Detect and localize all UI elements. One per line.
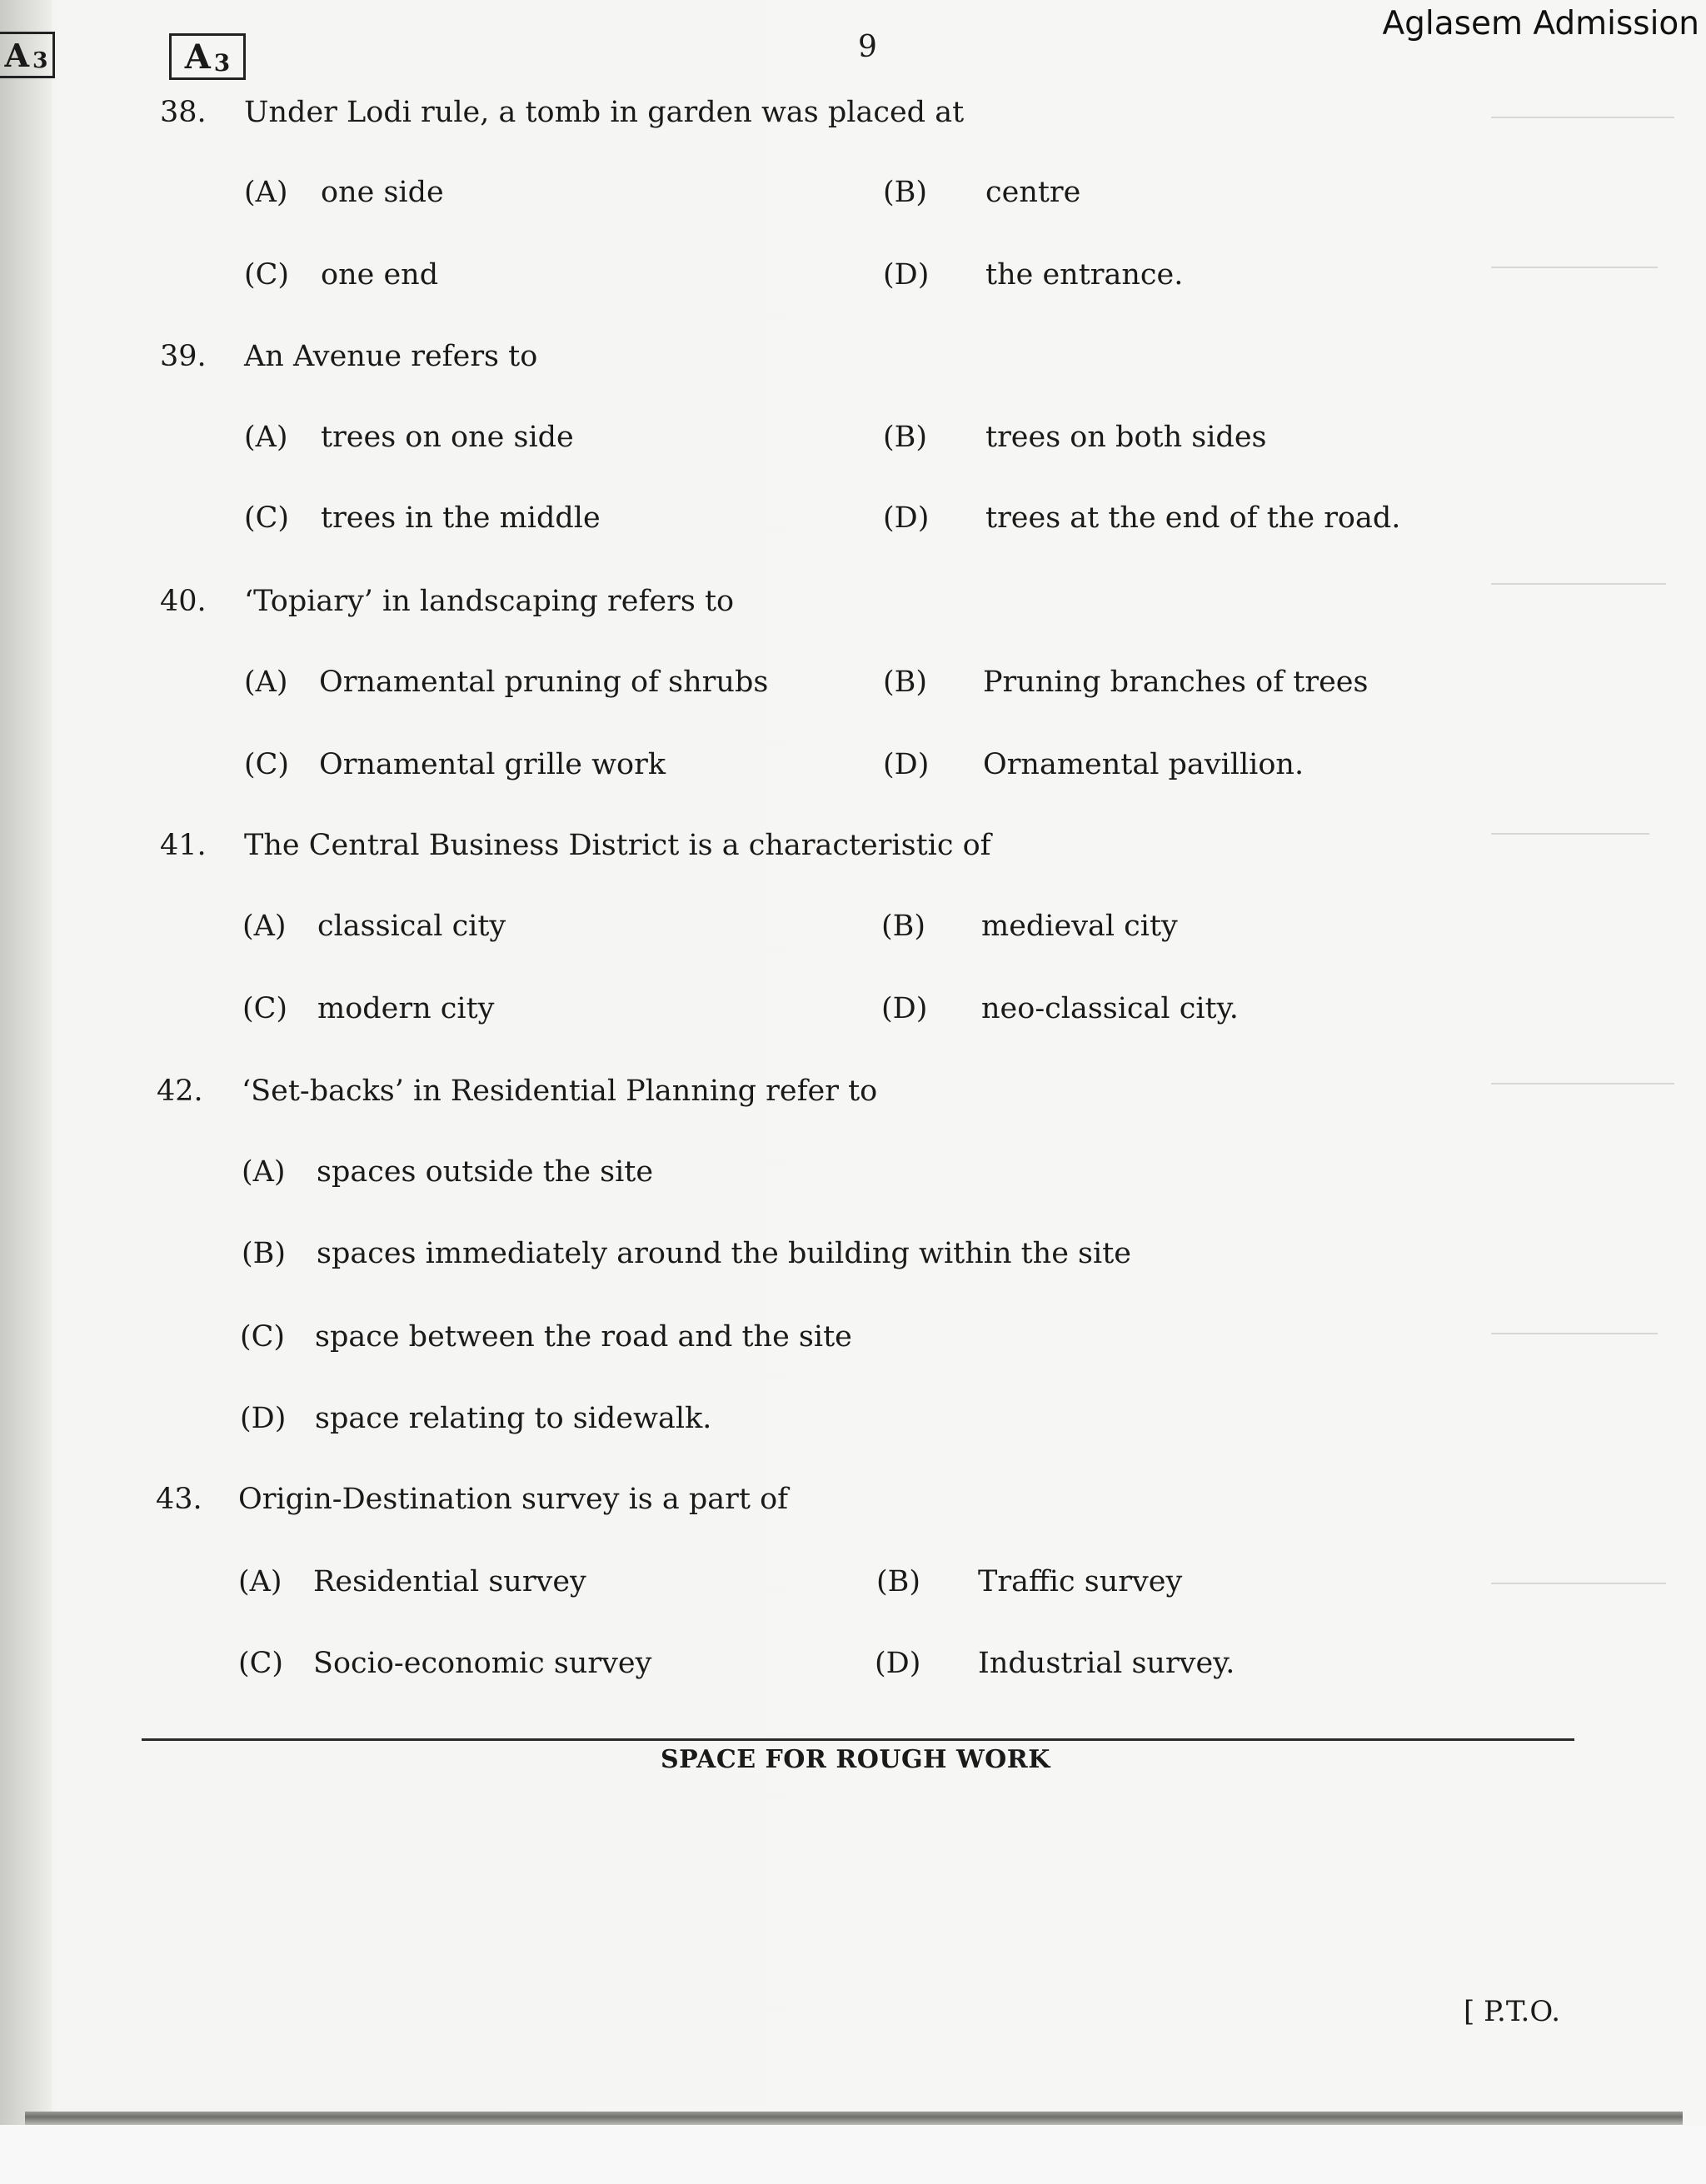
option-text: trees at the end of the road. [985, 501, 1401, 535]
question-number: 40. [160, 585, 207, 618]
option-text: medieval city [981, 910, 1178, 943]
option-letter: (B) [242, 1237, 287, 1270]
scan-margin [0, 2125, 1706, 2184]
question-text: ‘Set-backs’ in Residential Planning refer to [242, 1075, 878, 1108]
option-letter: (B) [883, 176, 928, 209]
question-number: 38. [160, 96, 207, 129]
option-letter: (C) [242, 992, 288, 1025]
option-text: Ornamental pruning of shrubs [319, 666, 769, 699]
rough-work-divider [142, 1738, 1574, 1741]
bleed-through-line [1491, 1083, 1674, 1085]
option-text: classical city [317, 910, 506, 943]
booklet-code [169, 33, 246, 80]
option-text: space between the road and the site [315, 1320, 852, 1354]
rough-work-label: SPACE FOR ROUGH WORK [661, 1745, 1050, 1774]
question-number: 43. [156, 1483, 202, 1516]
option-text: neo-classical city. [981, 992, 1239, 1025]
option-letter: (B) [876, 1565, 921, 1598]
question-text: The Central Business District is a characteristic of [244, 829, 991, 862]
option-letter: (C) [244, 748, 290, 781]
option-letter: (A) [242, 910, 287, 943]
option-letter: (A) [244, 666, 288, 699]
option-letter: (B) [883, 421, 928, 454]
option-text: one end [321, 258, 439, 292]
option-letter: (D) [240, 1402, 287, 1435]
option-letter: (A) [238, 1565, 282, 1598]
option-text: centre [985, 176, 1081, 209]
bleed-through-line [1491, 833, 1649, 835]
question-text: An Avenue refers to [244, 340, 538, 373]
option-text: modern city [317, 992, 495, 1025]
option-text: spaces outside the site [317, 1155, 654, 1189]
bleed-through-line [1491, 267, 1658, 268]
question-number: 42. [157, 1075, 203, 1108]
option-letter: (D) [883, 501, 930, 535]
bleed-through-line [1491, 117, 1674, 118]
option-text: space relating to sidewalk. [315, 1402, 712, 1435]
question-number: 39. [160, 340, 207, 373]
option-text: Industrial survey. [978, 1647, 1235, 1680]
question-text: ‘Topiary’ in landscaping refers to [244, 585, 735, 618]
option-letter: (D) [883, 258, 930, 292]
option-letter: (D) [883, 748, 930, 781]
option-letter: (C) [244, 258, 290, 292]
option-text: Pruning branches of trees [983, 666, 1369, 699]
option-letter: (C) [244, 501, 290, 535]
booklet-code-sub: 3 [213, 48, 231, 77]
option-text: trees in the middle [321, 501, 601, 535]
option-text: Ornamental pavillion. [983, 748, 1304, 781]
option-letter: (C) [240, 1320, 286, 1354]
option-letter: (D) [875, 1647, 921, 1680]
option-text: Ornamental grille work [319, 748, 666, 781]
bleed-through-line [1491, 1333, 1658, 1334]
option-text: spaces immediately around the building within the site [317, 1237, 1131, 1270]
watermark: Aglasem Admission [1382, 5, 1699, 42]
option-letter: (C) [238, 1647, 284, 1680]
question-number: 41. [160, 829, 207, 862]
question-text: Origin-Destination survey is a part of [238, 1483, 789, 1516]
bleed-through-line [1491, 1583, 1666, 1584]
option-letter: (A) [244, 176, 288, 209]
option-text: trees on both sides [985, 421, 1267, 454]
option-text: Residential survey [313, 1565, 586, 1598]
option-text: one side [321, 176, 444, 209]
option-text: Traffic survey [978, 1565, 1183, 1598]
page-number: 9 [858, 30, 877, 64]
option-text: trees on one side [321, 421, 574, 454]
pto-label: [ P.T.O. [1464, 1995, 1561, 2028]
option-text: the entrance. [985, 258, 1184, 292]
booklet-code-edge [0, 32, 55, 78]
page-edge-shadow [25, 2112, 1683, 2125]
binding-shadow [0, 0, 52, 2132]
option-letter: (A) [242, 1155, 286, 1189]
booklet-code-letter: A [184, 37, 211, 77]
option-letter: (D) [881, 992, 928, 1025]
booklet-code-letter: A [4, 36, 29, 74]
option-text: Socio-economic survey [313, 1647, 652, 1680]
booklet-code-sub: 3 [32, 47, 48, 74]
option-letter: (B) [883, 666, 928, 699]
option-letter: (B) [881, 910, 926, 943]
option-letter: (A) [244, 421, 288, 454]
question-text: Under Lodi rule, a tomb in garden was placed at [244, 96, 965, 129]
bleed-through-line [1491, 583, 1666, 585]
